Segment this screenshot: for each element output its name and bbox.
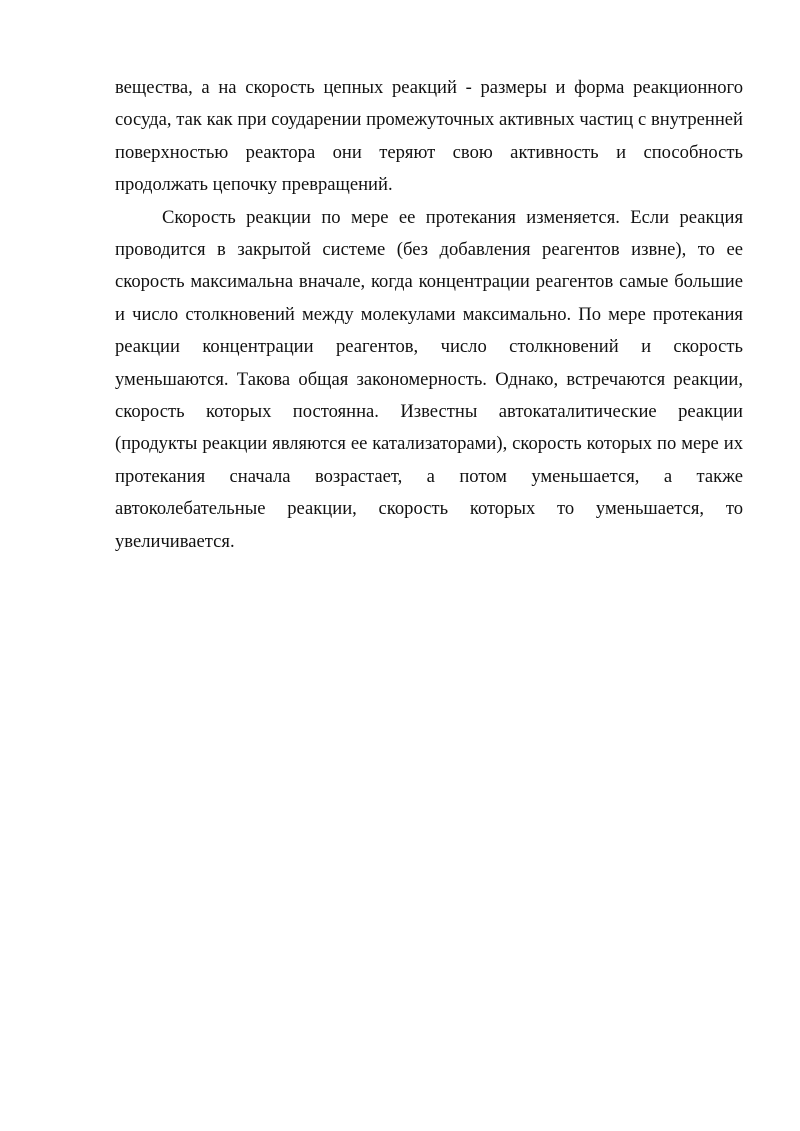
paragraph-continuation: вещества, а на скорость цепных реакций - размеры и форма реакционного сосуда, так как при соударении промежуточных активных частиц с внутренней поверхностью реактора они теряют свою активность и способность продолжать цепочку превращений.	[115, 77, 743, 196]
document-body	[115, 72, 743, 558]
paragraph-reaction-rate: Скорость реакции по мере ее протекания изменяется. Если реакция проводится в закрытой системе (без добавления реагентов извне), то ее скорость максимальна вначале, когда концентрации реагентов самые большие и число столкновений между молекулами максимально. По мере протекания реакции концентрации реагентов, число столкновений и скорость уменьшаются. Такова общая закономерность. Однако, встречаются реакции, скорость которых постоянна. Известны автокаталитические реакции (продукты реакции являются ее катализаторами), скорость которых по мере их протекания сначала возрастает, а потом уменьшается, а также автоколебательные реакции, скорость которых то уменьшается, то увеличивается.	[115, 206, 743, 552]
